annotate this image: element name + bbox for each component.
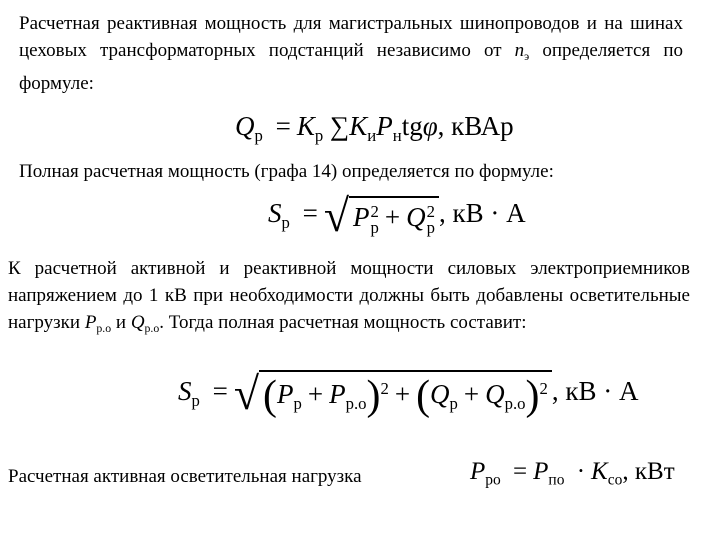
and-word: и — [115, 312, 127, 333]
symbol-k2: K — [349, 111, 368, 141]
n-symbol: n — [514, 40, 525, 61]
multiply-dot: · — [576, 458, 586, 485]
sup-first: 2 — [380, 378, 389, 398]
unit-label: , кВАр — [437, 111, 514, 141]
symbol-p2: P — [329, 379, 346, 410]
paragraph-text: Расчетная активная осветительная нагрузка — [8, 466, 362, 487]
symbol-p1: P — [276, 379, 294, 410]
equals-sign: = — [212, 376, 228, 407]
paragraph-text-end: . Тогда полная расчетная мощность составит: — [159, 312, 527, 333]
square-root — [233, 367, 552, 419]
right-paren: ) — [366, 373, 381, 419]
unit-label: , кВ · А — [551, 376, 639, 407]
plus-sign-3: + — [463, 379, 480, 410]
symbol-p: P — [84, 312, 97, 333]
paragraph-text: К расчетной активной и реактивной мощности силовых электроприемников напряжением до 1 кВ при необходимости должны быть добавлены осветительные нагрузки — [8, 258, 690, 333]
plus-sign-2: + — [394, 379, 411, 410]
symbol-p2: P — [533, 458, 549, 485]
sub-p2: р.о — [345, 393, 367, 413]
symbol-phi: φ — [422, 111, 438, 141]
sub-q1: р — [449, 393, 458, 413]
sub-s: р — [281, 213, 290, 232]
formula-full-power-with-lighting — [178, 367, 639, 419]
sub-k2: и — [367, 125, 377, 145]
radical-icon: √ — [323, 190, 350, 241]
sup-sub-q — [427, 204, 435, 236]
sub-k: р — [314, 125, 324, 145]
left-paren: ( — [263, 373, 277, 419]
sub-q2: р.о — [504, 393, 526, 413]
tg-function: tg — [401, 111, 423, 141]
paragraph-lighting-loads — [8, 255, 690, 342]
sub-q: р — [254, 125, 263, 145]
equals-sign: = — [513, 458, 528, 485]
sup-q: 2 — [426, 202, 436, 222]
sub-p: р — [370, 217, 379, 237]
sup-p: 2 — [370, 202, 379, 222]
equals-sign: = — [275, 111, 291, 141]
sup-second: 2 — [539, 378, 548, 398]
square-root — [323, 190, 439, 241]
symbol-q: Q — [235, 111, 255, 141]
sub-p1: р — [293, 393, 302, 413]
symbol-s: S — [178, 376, 192, 407]
sum-sign: ∑ — [330, 111, 350, 141]
sub-p: р.о — [96, 322, 112, 336]
sub-p1: ро — [485, 471, 501, 489]
symbol-q: Q — [406, 202, 426, 233]
formula-lighting-load — [470, 458, 675, 489]
symbol-k: K — [591, 458, 608, 485]
symbol-q: Q — [130, 312, 145, 333]
sub-q: р.о — [144, 322, 160, 336]
paragraph-text: Расчетная реактивная мощность для магистральных шинопроводов и на шинах цеховых трансформаторных подстанций независимо от — [19, 13, 683, 61]
left-paren-2: ( — [416, 373, 430, 419]
unit-label: , кВ · А — [439, 198, 526, 229]
symbol-q2: Q — [485, 379, 505, 410]
paragraph-full-power — [19, 158, 699, 185]
plus-sign: + — [307, 379, 324, 410]
sub-s: р — [191, 390, 200, 410]
paragraph-reactive-power — [19, 10, 683, 97]
sub-p2: по — [548, 471, 565, 489]
unit-label: , кВт — [622, 458, 675, 485]
paragraph-lighting-active-load — [8, 463, 458, 490]
paragraph-text-end: определяется по формуле: — [19, 40, 683, 95]
sub-q: р — [426, 217, 436, 237]
paragraph-text: Полная расчетная мощность (графа 14) определяется по формуле: — [19, 161, 554, 182]
plus-sign: + — [384, 202, 401, 233]
right-paren-2: ) — [525, 373, 540, 419]
symbol-p: P — [353, 202, 370, 233]
formula-full-power — [268, 190, 526, 241]
symbol-p1: P — [470, 458, 486, 485]
radical-icon: √ — [233, 367, 260, 419]
sub-p: н — [392, 125, 402, 145]
formula-reactive-power — [235, 111, 514, 146]
radicand — [349, 196, 439, 236]
equals-sign: = — [302, 198, 318, 229]
symbol-s: S — [268, 198, 282, 229]
sup-sub-p — [371, 204, 379, 236]
radicand — [259, 370, 552, 418]
symbol-k: K — [296, 111, 315, 141]
symbol-p: P — [376, 111, 393, 141]
n-subscript: э — [524, 50, 530, 64]
symbol-q1: Q — [430, 379, 450, 410]
sub-k: со — [607, 471, 623, 489]
